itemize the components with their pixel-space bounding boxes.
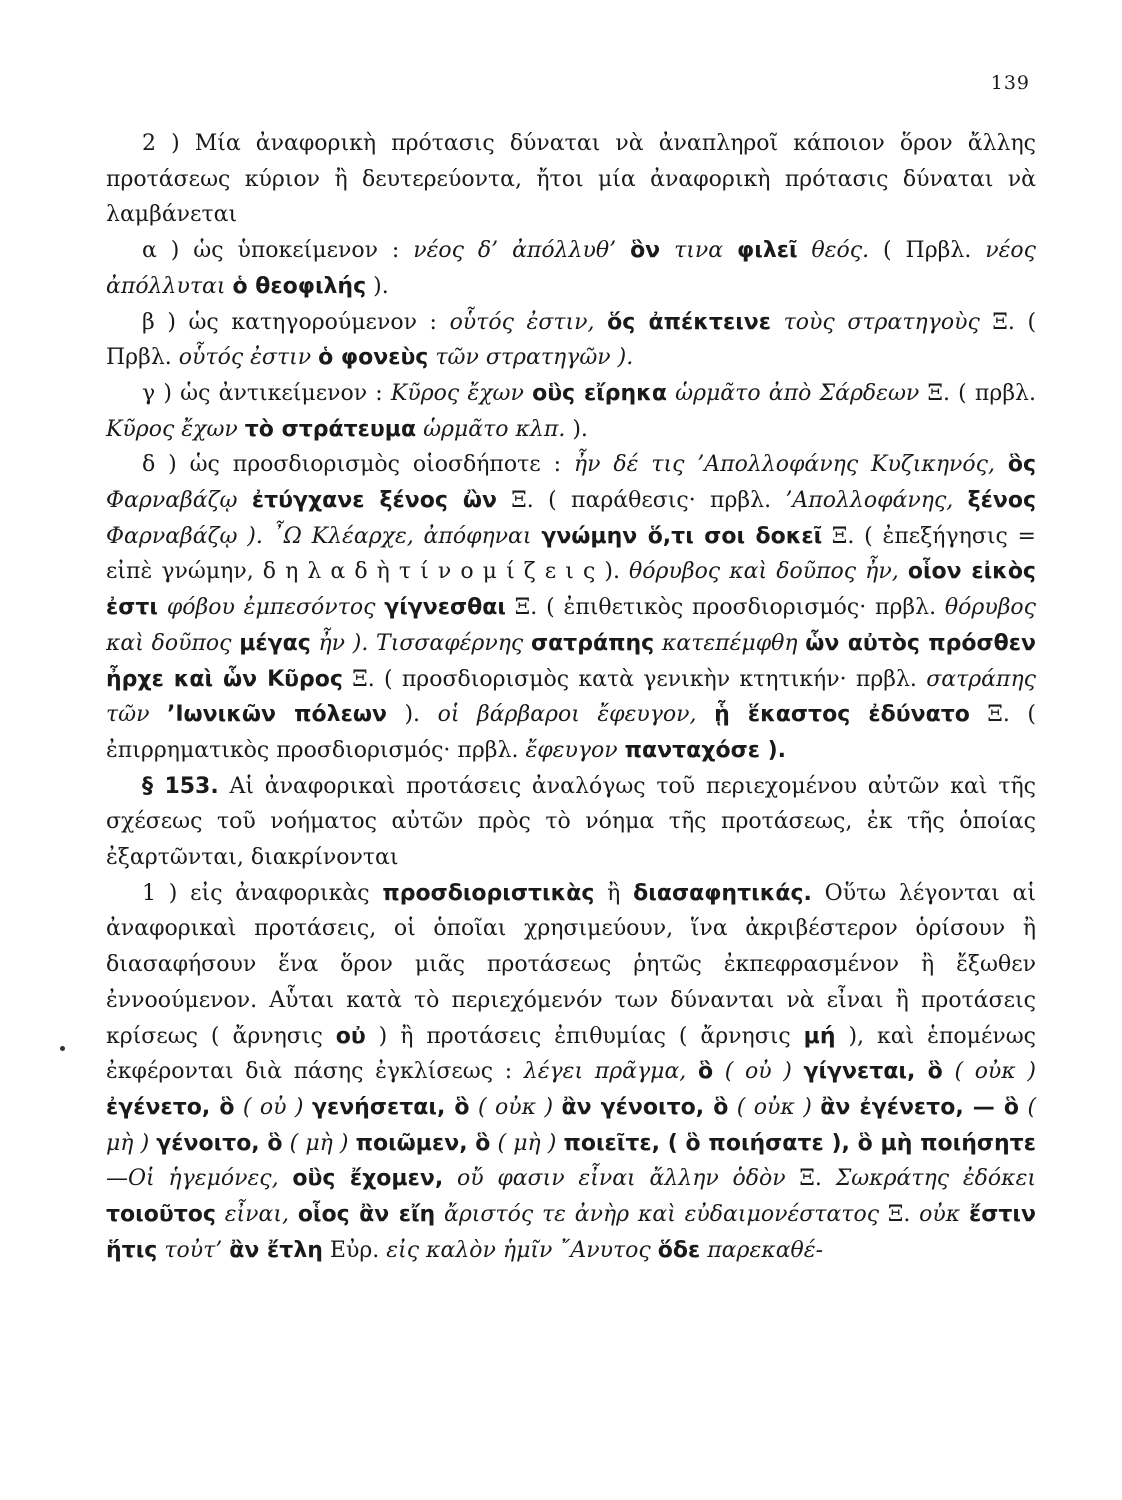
- text-span: Ξ. ( ἐπιθετικὸς προσδιορισμός· πρβλ.: [505, 595, 945, 621]
- example-bold: ἐγένετο, ὃ: [106, 1094, 235, 1120]
- text-span: 2 ) Μία ἀναφορικὴ πρότασις δύναται νὰ ἀναπληροῖ κάποιον ὅρον ἄλλης προτάσεως κύριον ἢ δευτερεύοντα, ἤτοι μία ἀναφορικὴ πρότασις δύναται νὰ λαμβάνεται: [106, 131, 1036, 228]
- text-span: β ) ὡς κατηγορούμενον :: [142, 309, 450, 335]
- example-italic: παρεκαθέ-: [707, 1237, 824, 1263]
- example-bold: ξένος: [967, 488, 1036, 514]
- example-bold: οὐ: [335, 1023, 366, 1049]
- example-bold: γένοιτο, ὃ: [156, 1130, 283, 1156]
- example-italic: σατράπης τῶν: [106, 666, 1036, 728]
- example-italic: ( οὐκ ): [954, 1059, 1036, 1085]
- example-italic: θόρυβος καὶ δοῦπος: [106, 595, 1036, 656]
- example-bold: διασαφητικάς.: [633, 880, 812, 906]
- example-italic: ( μὴ ): [289, 1130, 349, 1156]
- example-italic: Τισσαφέρνης: [376, 630, 524, 656]
- example-bold: ὧν αὐτὸς πρόσθεν ἦρχε καὶ ὧν Κῦρος: [106, 630, 1037, 692]
- example-italic: ὡρμᾶτο κλπ.: [423, 416, 566, 442]
- example-bold: ’Ιωνικῶν πόλεων: [167, 702, 387, 728]
- example-bold: ἂν γένοιτο, ὃ: [561, 1094, 729, 1120]
- example-bold: γίγνεσθαι: [384, 595, 506, 621]
- example-italic: τῶν στρατηγῶν ).: [435, 345, 634, 371]
- page-body: [106, 126, 1036, 1269]
- text-span: ).: [565, 416, 588, 442]
- example-bold: φιλεῖ: [737, 238, 798, 264]
- example-bold: ὃν: [630, 238, 661, 264]
- example-bold: τὸ στράτευμα: [244, 416, 417, 442]
- margin-dot: [60, 1046, 65, 1051]
- text-span: Ξ.: [785, 1166, 836, 1192]
- text-span: ).: [386, 702, 438, 728]
- text-span: ), καὶ ἑπομένως ἐκφέρονται διὰ πάσης ἐγκλίσεως :: [106, 1023, 1037, 1085]
- example-italic: ( οὐ ): [242, 1094, 304, 1120]
- text-span: Ξ. ( ἐπιρρηματικὸς προσδιορισμός· πρβλ.: [106, 702, 1036, 763]
- example-italic: κατεπέμφθη: [661, 630, 798, 656]
- example-italic: ( οὐ ): [724, 1059, 792, 1085]
- paragraph-modifier: [106, 447, 1036, 768]
- example-bold: οἷον εἰκὸς ἐστι: [106, 559, 1036, 621]
- paragraph-point-2: [106, 126, 1036, 233]
- example-italic: ἦν δέ τις ’Απολλοφάνης Κυζικηνός,: [573, 452, 995, 478]
- text-span: Ξ. ( προσδιορισμὸς κατὰ γενικὴν κτητικήν· πρβλ.: [342, 666, 927, 692]
- example-bold: ποιῶμεν, ὃ: [355, 1130, 491, 1156]
- example-bold: ὅς ἀπέκτεινε: [607, 309, 772, 335]
- example-bold: ἂν ἔτλη: [229, 1237, 323, 1263]
- example-italic: λέγει πρᾶγμα,: [523, 1059, 687, 1085]
- example-bold: τοιοῦτος: [106, 1202, 216, 1228]
- example-italic: νέος δ’ ἀπόλλυθ’: [413, 238, 617, 264]
- example-italic: —Οἱ ἡγεμόνες,: [106, 1166, 279, 1192]
- text-span: 1 ) εἰς ἀναφορικὰς: [142, 880, 383, 906]
- section-number: § 153.: [142, 773, 219, 799]
- example-italic: ( οὐκ ): [477, 1094, 554, 1120]
- example-italic: οὗτός ἐστιν,: [449, 309, 595, 335]
- text-span: γ ) ὡς ἀντικείμενον :: [142, 380, 391, 406]
- text-span: Ξ. ( Πρβλ.: [106, 309, 1037, 371]
- example-bold: ὃ: [697, 1059, 714, 1085]
- example-bold: γίγνεται, ὃ: [803, 1059, 943, 1085]
- paragraph-predicate: [106, 305, 1036, 376]
- text-span: Ξ. ( ἐπεξήγησις = εἰπὲ γνώμην, δ η λ α δ ὴ τ ί ν ο μ ί ζ ε ι ς ).: [106, 523, 1036, 585]
- example-italic: Κῦρος ἔχων: [106, 416, 238, 442]
- example-bold: μέγας: [239, 630, 311, 656]
- text-span: Εὐρ.: [322, 1237, 387, 1263]
- example-italic: φόβου ἐμπεσόντος: [166, 595, 376, 621]
- example-italic: Σωκράτης ἐδόκει: [835, 1166, 1036, 1192]
- example-italic: εἰς καλὸν ἡμῖν ῎Ανυτος: [386, 1237, 651, 1263]
- example-bold: πανταχόσε ).: [624, 737, 787, 763]
- text-span: Ξ.: [879, 1202, 920, 1228]
- example-bold: ὃς: [1007, 452, 1037, 478]
- text-span: ἢ: [594, 880, 634, 906]
- text-span: ) ἢ προτάσεις ἐπιθυμίας ( ἄρνησις: [365, 1023, 804, 1049]
- example-italic: θόρυβος καὶ δοῦπος ἦν,: [629, 559, 899, 585]
- text-span: ( Πρβλ.: [869, 238, 986, 264]
- example-italic: Φαρναβάζῳ ).: [106, 523, 263, 549]
- text-span: Ξ. ( πρβλ.: [919, 380, 1036, 406]
- example-bold: ἂν ἐγένετο, — ὃ: [820, 1094, 1019, 1120]
- text-span: ).: [366, 273, 389, 299]
- example-italic: ὡρμᾶτο ἀπὸ Σάρδεων: [675, 380, 920, 406]
- example-bold: γενήσεται, ὃ: [311, 1094, 470, 1120]
- example-italic: οὗτός ἐστιν: [178, 345, 312, 371]
- example-italic: νέος ἀπόλλυται: [106, 238, 1036, 299]
- example-bold: ὁ θεοφιλής: [232, 273, 367, 299]
- example-italic: ἄριστός τε ἀνὴρ καὶ εὐδαιμονέστατος: [444, 1202, 880, 1228]
- example-bold: προσδιοριστικὰς: [382, 880, 595, 906]
- example-italic: θεός.: [811, 238, 870, 264]
- text-span: Ξ. ( παράθεσις· πρβλ.: [496, 488, 786, 514]
- paragraph-object: [106, 376, 1036, 447]
- example-bold: ποιεῖτε, ( ὃ ποιήσατε ), ὃ μὴ ποιήσητε: [563, 1130, 1036, 1156]
- paragraph-point-1: [106, 876, 1036, 1269]
- example-italic: ἔφευγον: [525, 737, 618, 763]
- paragraph-section-153: [106, 769, 1036, 876]
- example-italic: ἦν ).: [318, 630, 369, 656]
- example-italic: οἱ βάρβαροι ἔφευγον,: [437, 702, 697, 728]
- example-italic: Φαρναβάζῳ: [106, 488, 238, 514]
- example-italic: ῏Ω Κλέαρχε, ἀπόφηναι: [272, 523, 532, 549]
- example-bold: ἔστιν ἥτις: [106, 1202, 1036, 1263]
- example-italic: Κῦρος ἔχων: [390, 380, 524, 406]
- example-bold: οὓς εἴρηκα: [532, 380, 667, 406]
- example-italic: ( οὐκ ): [736, 1094, 812, 1120]
- example-bold: ὁ φονεὺς: [318, 345, 429, 371]
- page-number: 139: [990, 72, 1030, 94]
- example-bold: ἐτύγχανε ξένος ὢν: [251, 488, 497, 514]
- example-italic: ( μὴ ): [106, 1094, 1037, 1156]
- paragraph-subject: [106, 233, 1036, 304]
- example-bold: οὓς ἔχομεν,: [292, 1166, 444, 1192]
- example-italic: τοὐτ’: [164, 1237, 223, 1263]
- example-italic: ’Απολλοφάνης,: [785, 488, 954, 514]
- example-italic: οὔ φασιν εἶναι ἄλλην ὁδὸν: [456, 1166, 786, 1192]
- example-italic: τοὺς στρατηγοὺς: [783, 309, 980, 335]
- example-bold: σατράπης: [530, 630, 655, 656]
- example-italic: οὐκ: [919, 1202, 961, 1228]
- example-bold: γνώμην ὅ,τι σοι δοκεῖ: [541, 523, 823, 549]
- example-bold: ὅδε: [657, 1237, 701, 1263]
- text-span: Οὕτω λέγονται αἱ ἀναφορικαὶ προτάσεις, οἱ ὁποῖαι χρησιμεύουν, ἵνα ἀκριβέστερον ὁρίσουν ἢ διασαφήσουν ἕνα ὅρον μιᾶς προτάσεως ῥητῶς ἐκπεφρασμένον ἢ ἔξωθεν ἐννοούμενον. Αὗται κατὰ τὸ περιεχόμενόν των δύνανται νὰ εἶναι ἢ προτάσεις κρίσεως ( ἄρνησις: [106, 880, 1037, 1049]
- text-span: α ) ὡς ὑποκείμενον :: [142, 238, 414, 264]
- example-bold: οἷος ἂν εἴη: [297, 1202, 436, 1228]
- example-italic: ( μὴ ): [497, 1130, 557, 1156]
- example-italic: εἶναι,: [224, 1202, 289, 1228]
- example-italic: τινα: [674, 238, 724, 264]
- example-bold: μή: [803, 1023, 836, 1049]
- example-bold: ᾗ ἕκαστος ἐδύνατο: [714, 702, 970, 728]
- text-span: Αἱ ἀναφορικαὶ προτάσεις ἀναλόγως τοῦ περιεχομένου αὐτῶν καὶ τῆς σχέσεως τοῦ νοήματος αὐτῶν πρὸς τὸ νόημα τῆς προτάσεως, ἐκ τῆς ὁποίας ἐξαρτῶνται, διακρίνονται: [106, 773, 1036, 871]
- text-span: δ ) ὡς προσδιορισμὸς οἱοσδήποτε :: [142, 452, 574, 478]
